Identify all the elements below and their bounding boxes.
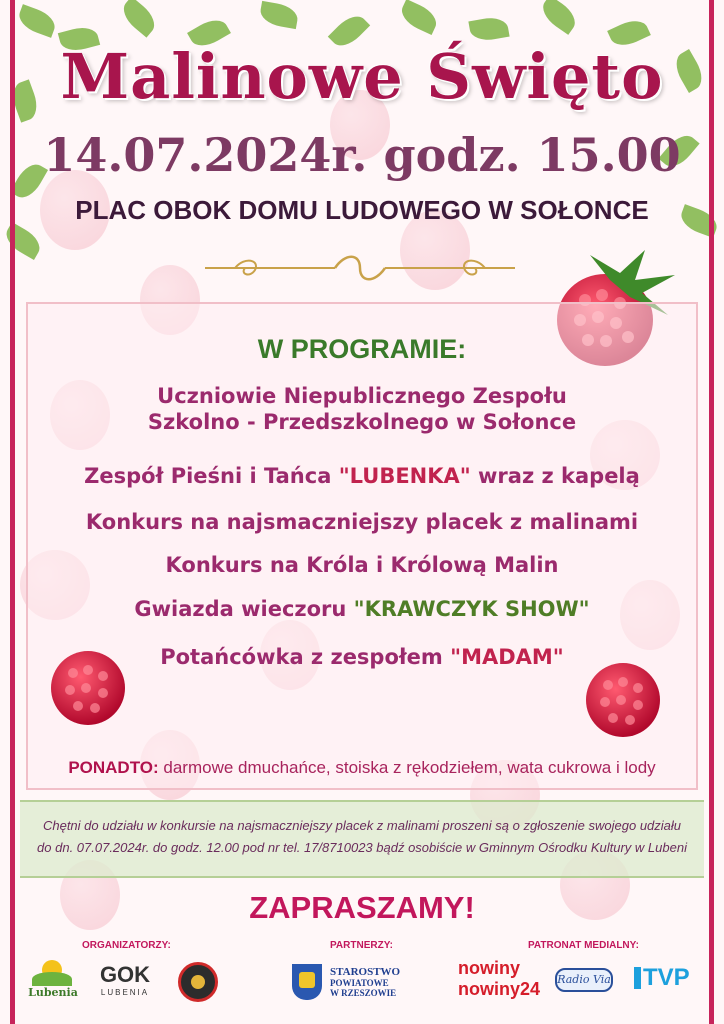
crest-icon (299, 972, 315, 988)
program-item-text: Gwiazda wieczoru (134, 597, 354, 621)
event-title: Malinowe Święto (60, 40, 664, 113)
program-item-line: Uczniowie Niepublicznego Zespołu (157, 384, 567, 408)
raspberry-image (583, 660, 663, 740)
program-item-text: wraz z kapelą (470, 464, 640, 488)
program-item-text: Potańcówka z zespołem (160, 645, 451, 669)
leaf-decoration (1, 222, 45, 260)
fire-brigade-logo (178, 962, 218, 1002)
program-item-text: Zespół Pieśni i Tańca (84, 464, 339, 488)
leaf-decoration (258, 1, 299, 29)
invite-text: ZAPRASZAMY! (249, 890, 475, 925)
leaf-decoration (537, 0, 581, 35)
gok-logo-text: GOK (99, 962, 151, 987)
program-item-3: Konkurs na najsmaczniejszy placek z malinami (85, 510, 639, 534)
program-item-5 (0, 597, 724, 621)
program-item-1 (0, 384, 724, 434)
county-crest-logo (292, 964, 322, 1000)
leaf-decoration (117, 0, 160, 38)
extra-attractions (0, 758, 724, 778)
tvp-logo (634, 964, 696, 992)
tvp-logo-mark (634, 967, 641, 989)
nowiny-logo (458, 958, 548, 1000)
leaf-decoration (397, 0, 441, 35)
program-item-2 (0, 464, 724, 488)
organizers-label: ORGANIZATORZY: (82, 940, 171, 951)
extra-label: PONADTO: (68, 758, 159, 777)
starostwo-logo-line: W RZESZOWIE (330, 988, 397, 998)
gok-logo (95, 962, 155, 1004)
contest-note-line: Chętni do udziału w konkursie na najsmaczniejszy placek z malinami proszeni są o zgłoszenie swojego udziału (42, 818, 682, 833)
gold-ornament (195, 248, 525, 288)
event-date: 14.07.2024r. godz. 15.00 (43, 128, 681, 182)
leaf-decoration (15, 4, 58, 38)
program-heading: W PROGRAMIE: (257, 334, 467, 364)
contest-note-line: do dn. 07.07.2024r. do godz. 12.00 pod nr tel. 17/8710023 bądź osobiście w Gminnym Ośrodku Kultury w Lubeni (37, 840, 687, 855)
program-item-highlight: "LUBENKA" (338, 464, 471, 488)
hill-icon (32, 972, 72, 986)
raspberry-image (48, 648, 128, 728)
lubenia-logo-text: Lubenia (28, 986, 78, 999)
radio-via-logo (555, 968, 613, 992)
starostwo-logo (330, 966, 410, 998)
gok-logo-sub: LUBENIA (100, 988, 150, 997)
program-item-4: Konkurs na Króla i Królową Malin (165, 553, 559, 577)
starostwo-logo-line: STAROSTWO (330, 966, 401, 978)
nowiny-logo-text: nowiny (458, 958, 520, 978)
program-item-highlight: "KRAWCZYK SHOW" (353, 597, 590, 621)
starostwo-logo-line: POWIATOWE (330, 978, 389, 988)
partners-label: PARTNERZY: (330, 940, 393, 951)
leaf-decoration (468, 15, 509, 43)
tvp-logo-text: TVP (643, 964, 690, 991)
program-item-line: Szkolno - Przedszkolnego w Sołonce (147, 410, 577, 434)
program-item-highlight: "MADAM" (450, 645, 564, 669)
nowiny24-logo-text: nowiny24 (458, 979, 541, 999)
contest-note-box (20, 800, 704, 878)
extra-text: darmowe dmuchańce, stoiska z rękodziełem, wata cukrowa i lody (158, 758, 656, 777)
radio-via-logo-text: Radio Via (557, 973, 611, 986)
axe-icon (191, 975, 205, 989)
event-place: PLAC OBOK DOMU LUDOWEGO W SOŁONCE (75, 195, 649, 225)
lubenia-logo (28, 958, 78, 1002)
media-label: PATRONAT MEDIALNY: (528, 940, 639, 951)
